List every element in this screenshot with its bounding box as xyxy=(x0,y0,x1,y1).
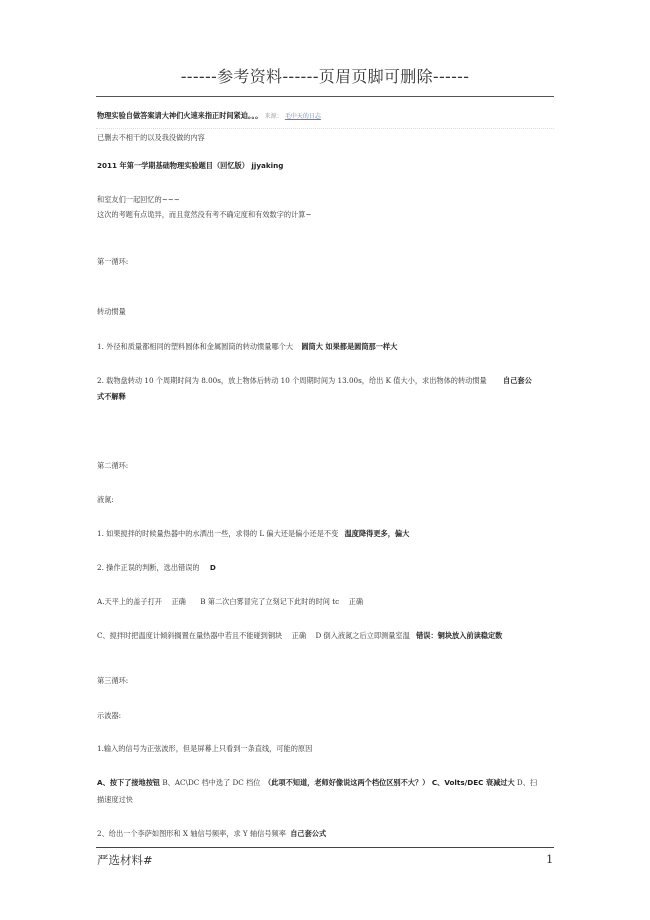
section-heading-liquid-nitrogen: 液氮: xyxy=(97,495,114,504)
question-6 xyxy=(97,828,326,839)
answer-options xyxy=(97,777,547,788)
question-3 xyxy=(97,528,409,539)
page-header-title: ------参考资料------页眉页脚可删除------ xyxy=(180,67,470,86)
body-line: 这次的考题有点诡异，而且竟然没有考不确定度和有效数字的计算~ xyxy=(97,210,312,219)
exam-title: 2011 年第一学期基础物理实验题目（回忆版） jjyaking xyxy=(97,161,284,170)
option-line xyxy=(97,630,502,641)
footer-text: 严选材料# xyxy=(97,853,153,867)
cycle-heading-2: 第二循环: xyxy=(97,461,129,470)
option-line: A.天平上的盖子打开 正确 B 第二次白雾冒完了立刻记下此时的时间 tc 正确 xyxy=(97,597,364,606)
intro-line: 已删去不相干的以及我没做的内容 xyxy=(97,133,205,142)
answer-text: 自己套公 xyxy=(503,376,532,385)
section-heading-rotation: 转动惯量 xyxy=(97,307,126,316)
question-text: 2. 操作正误的判断，选出错误的 xyxy=(97,563,200,572)
option-d: D、扫 xyxy=(514,778,538,787)
post-title-row xyxy=(97,110,321,122)
answer-text: 圆筒大 如果都是圆筒那一样大 xyxy=(301,342,398,351)
post-title: 物理实验自做答案请大神们火速来指正时间紧迫。。。 xyxy=(97,111,263,120)
answer-text: 温度降得更多，偏大 xyxy=(344,529,410,538)
option-text: C、搅拌时把温度计倾斜搁置在量热器中若且不能碰到铜块 正确 D 倒入液氮之后立即测量室温 xyxy=(97,631,410,640)
post-author-link[interactable]: 毛中天的日志 xyxy=(284,113,321,120)
question-text: 1. 如果搅拌的时候量热器中的水洒出一些，求得的 L 偏大还是偏小还是不变 xyxy=(97,529,339,538)
option-note: （此项不知道，老师好像说这两个档位区别不大？） xyxy=(267,778,430,787)
cycle-heading-1: 第一循环: xyxy=(97,257,129,266)
answer-text: 自己套公式 xyxy=(290,829,327,838)
question-1 xyxy=(97,341,397,352)
section-heading-oscilloscope: 示波器: xyxy=(97,711,121,720)
question-text: 2. 载物盘转动 10 个周期时间为 8.00s，放上物体后转动 10 个周期时间为 13.00s，给出 K 值大小，求出物体的转动惯量 xyxy=(97,376,487,385)
footer-rule xyxy=(96,847,554,848)
option-b: B、AC\DC 档中选了 DC 档位 xyxy=(160,778,268,787)
question-4 xyxy=(97,562,216,573)
header-rule xyxy=(96,96,554,97)
body-line: 和室友们一起回忆的~~~ xyxy=(97,195,180,204)
question-text: 1. 外径和质量都相同的塑料圆体和金属圆筒的转动惯量哪个大 xyxy=(97,342,294,351)
answer-text: D xyxy=(209,563,216,572)
post-source-label: 来源： xyxy=(264,113,283,120)
cycle-heading-3: 第三循环: xyxy=(97,676,129,685)
option-a: A、按下了接地按钮 xyxy=(97,778,161,787)
post-divider xyxy=(96,128,554,129)
question-2 xyxy=(97,375,532,386)
page-number: 1 xyxy=(546,852,554,866)
option-continued: 描速度过快 xyxy=(97,795,133,804)
answer-text-continued: 式不解释 xyxy=(97,392,126,401)
answer-text: 错误：铜块放入前读稳定数 xyxy=(416,631,503,640)
question-5: 1.输入的信号为正弦波形，但是屏幕上只看到一条直线，可能的原因 xyxy=(97,744,313,753)
question-text: 2、给出一个李萨如图形和 X 轴信号频率，求 Y 轴信号频率 xyxy=(97,829,286,838)
option-c: C、Volts/DEC 衰减过大 xyxy=(429,778,515,787)
